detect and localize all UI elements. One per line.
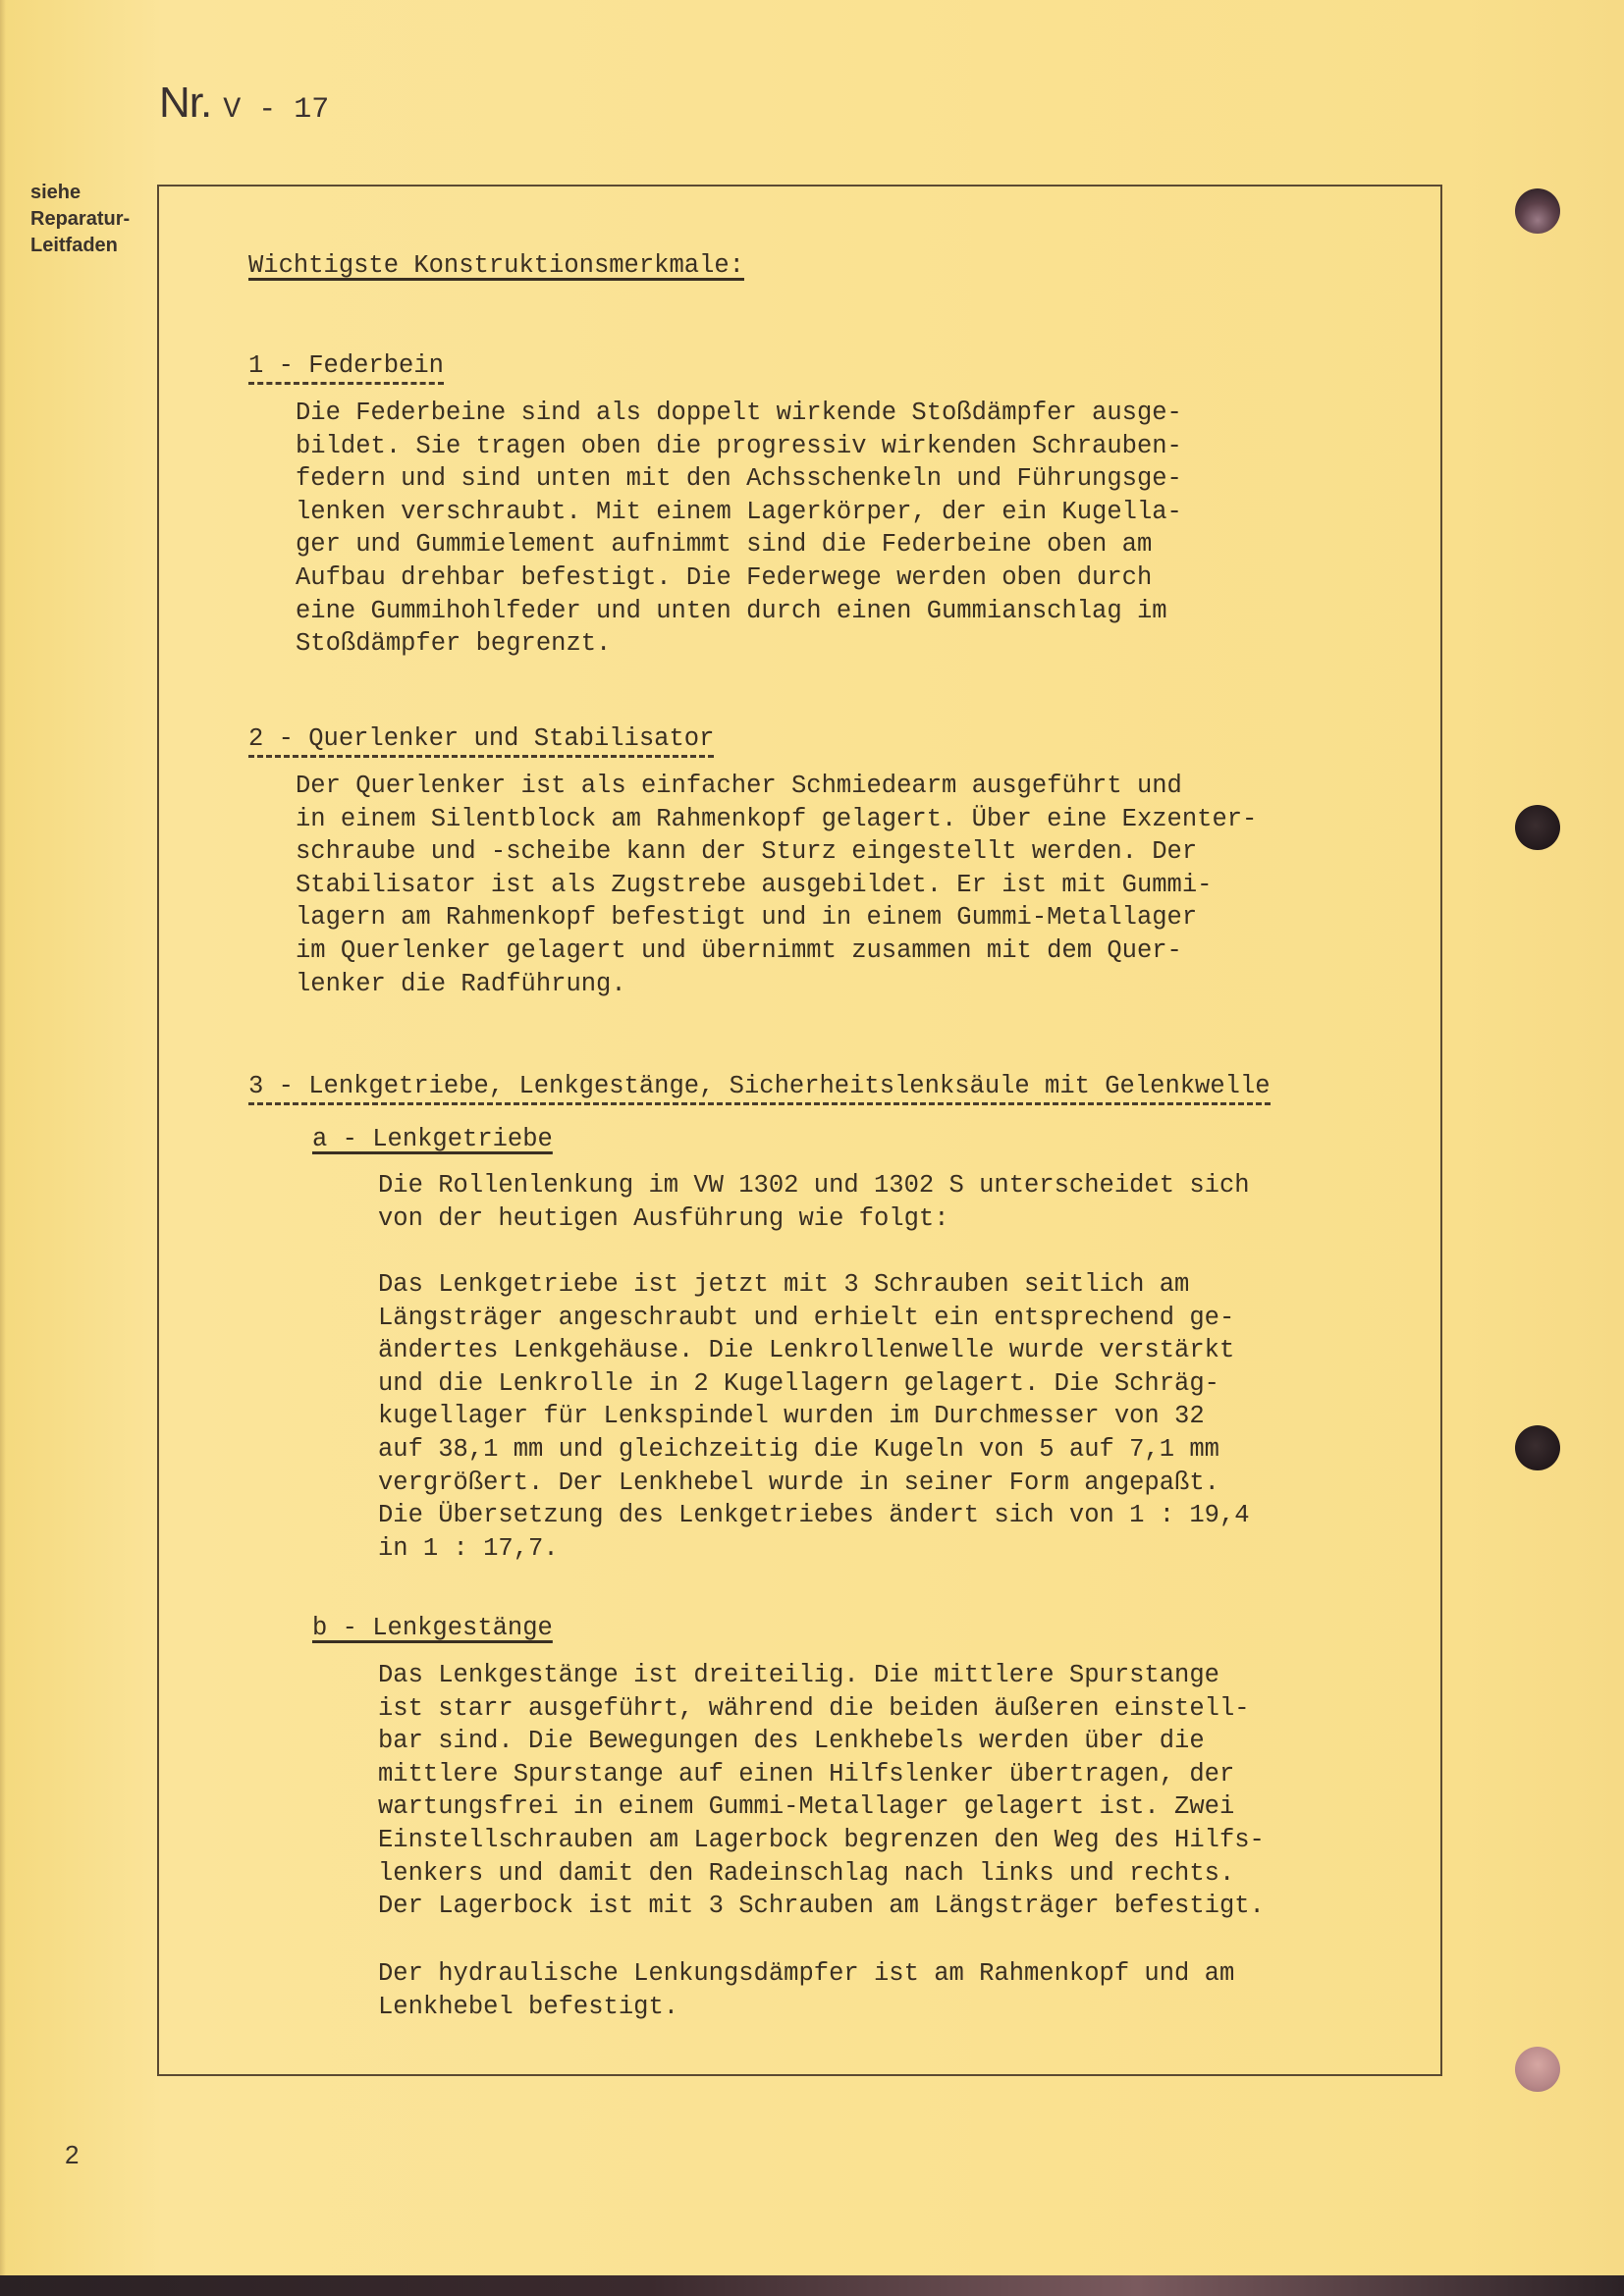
text-line: ger und Gummielement aufnimmt sind die Federbeine oben am (296, 530, 1153, 560)
text-line: Der Lagerbock ist mit 3 Schrauben am Längsträger befestigt. (378, 1892, 1265, 1921)
text-line: Die Federbeine sind als doppelt wirkende Stoßdämpfer ausge- (296, 399, 1182, 427)
page-number: 2 (65, 2140, 80, 2169)
text-line: lenken verschraubt. Mit einem Lagerkörper, der ein Kugella- (296, 497, 1182, 526)
document-number-value: V - 17 (223, 93, 330, 127)
subsection-paragraph-lenkgetriebe-details (378, 1268, 1250, 1565)
margin-reference-note (30, 180, 130, 259)
text-line: wartungsfrei in einem Gummi-Metallager gelagert ist. Zwei (378, 1792, 1235, 1822)
text-line: Lenkhebel befestigt. (378, 1992, 679, 2021)
page-edge-shadow (0, 0, 6, 2275)
text-line: in einem Silentblock am Rahmenkopf gelagert. Über eine Exzenter- (296, 804, 1258, 833)
text-line: Die Rollenlenkung im VW 1302 und 1302 S unterscheidet sich (378, 1171, 1250, 1200)
text-line: von der heutigen Ausführung wie folgt: (378, 1203, 949, 1233)
document-number (159, 79, 329, 128)
text-line: vergrößert. Der Lenkhebel wurde in seiner Form angepaßt. (378, 1468, 1219, 1497)
section-heading-querlenker: 2 - Querlenker und Stabilisator (248, 724, 714, 758)
punch-hole-icon (1515, 805, 1560, 850)
subsection-heading-lenkgetriebe: a - Lenkgetriebe (312, 1125, 553, 1153)
text-line: auf 38,1 mm und gleichzeitig die Kugeln von 5 auf 7,1 mm (378, 1434, 1219, 1464)
subsection-paragraph-lenkgetriebe-intro (378, 1169, 1250, 1235)
text-line: Stoßdämpfer begrenzt. (296, 629, 612, 659)
section-heading-lenkung: 3 - Lenkgetriebe, Lenkgestänge, Sicherheitslenksäule mit Gelenkwelle (248, 1072, 1271, 1105)
punch-hole-icon (1515, 2047, 1560, 2092)
scan-background-edge (0, 2275, 1624, 2296)
section-heading-federbein: 1 - Federbein (248, 351, 444, 385)
punch-hole-icon (1515, 188, 1560, 234)
section-paragraph-querlenker (296, 770, 1257, 1000)
text-line: Aufbau drehbar befestigt. Die Federwege werden oben durch (296, 562, 1153, 592)
document-number-prefix: Nr. (159, 79, 212, 127)
text-line: Der hydraulische Lenkungsdämpfer ist am Rahmenkopf und am (378, 1959, 1235, 1988)
text-line: Das Lenkgestänge ist dreiteilig. Die mittlere Spurstange (378, 1661, 1219, 1689)
text-line: Das Lenkgetriebe ist jetzt mit 3 Schrauben seitlich am (378, 1270, 1190, 1299)
margin-note-line: siehe (30, 182, 81, 203)
punch-hole-icon (1515, 1425, 1560, 1470)
text-line: lagern am Rahmenkopf befestigt und in einem Gummi-Metallager (296, 903, 1198, 933)
text-line: und die Lenkrolle in 2 Kugellagern gelagert. Die Schräg- (378, 1368, 1219, 1398)
text-line: federn und sind unten mit den Achsschenkeln und Führungsge- (296, 464, 1182, 494)
text-line: bar sind. Die Bewegungen des Lenkhebels werden über die (378, 1727, 1205, 1756)
text-line: lenker die Radführung. (296, 969, 626, 998)
text-line: eine Gummihohlfeder und unten durch einen Gummianschlag im (296, 596, 1167, 625)
text-line: schraube und -scheibe kann der Sturz eingestellt werden. Der (296, 837, 1198, 867)
text-line: in 1 : 17,7. (378, 1533, 559, 1563)
margin-note-line: Leitfaden (30, 235, 118, 256)
text-line: mittlere Spurstange auf einen Hilfslenker übertragen, der (378, 1759, 1235, 1789)
text-line: Längsträger angeschraubt und erhielt ein entsprechend ge- (378, 1303, 1235, 1332)
text-line: im Querlenker gelagert und übernimmt zusammen mit dem Quer- (296, 935, 1182, 965)
text-line: Einstellschrauben am Lagerbock begrenzen den Weg des Hilfs- (378, 1825, 1265, 1854)
subsection-paragraph-lenkgestaenge (378, 1659, 1265, 1923)
text-line: bildet. Sie tragen oben die progressiv wirkenden Schrauben- (296, 431, 1182, 460)
text-line: ändertes Lenkgehäuse. Die Lenkrollenwelle wurde verstärkt (378, 1336, 1235, 1365)
section-paragraph-federbein (296, 397, 1182, 661)
margin-note-line: Reparatur- (30, 208, 131, 230)
subsection-paragraph-lenkungsdaempfer (378, 1957, 1234, 2023)
text-line: lenkers und damit den Radeinschlag nach links und rechts. (378, 1858, 1235, 1888)
text-line: Die Übersetzung des Lenkgetriebes ändert sich von 1 : 19,4 (378, 1501, 1250, 1530)
text-line: kugellager für Lenkspindel wurden im Durchmesser von 32 (378, 1402, 1205, 1431)
subsection-heading-lenkgestaenge: b - Lenkgestänge (312, 1614, 553, 1642)
text-line: Der Querlenker ist als einfacher Schmiedearm ausgeführt und (296, 772, 1182, 800)
page-title: Wichtigste Konstruktionsmerkmale: (248, 251, 744, 280)
text-line: ist starr ausgeführt, während die beiden äußeren einstell- (378, 1693, 1250, 1723)
text-line: Stabilisator ist als Zugstrebe ausgebildet. Er ist mit Gummi- (296, 870, 1213, 899)
